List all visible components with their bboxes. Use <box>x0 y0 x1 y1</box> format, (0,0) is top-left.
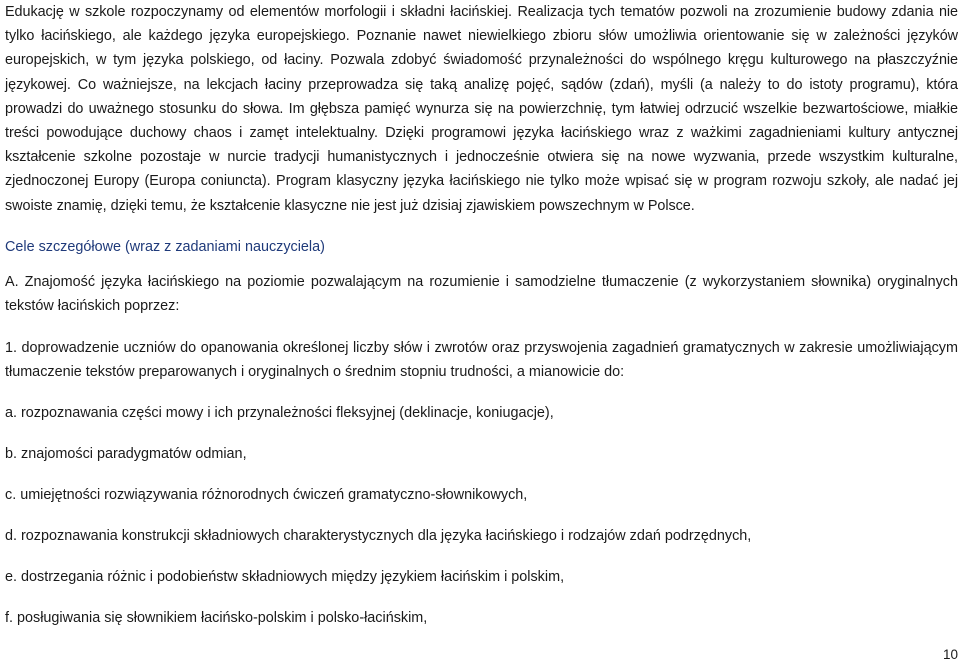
list-item: f. posługiwania się słownikiem łacińsko-polskim i polsko-łacińskim, <box>5 610 428 627</box>
intro-sentence: Edukację w szkole rozpoczynamy od elementów morfologii i składni łacińskiej. <box>5 4 512 20</box>
list-item: a. rozpoznawania części mowy i ich przynależności fleksyjnej (deklinacje, koniugacje), <box>5 405 554 422</box>
goal-1-paragraph: 1. doprowadzenie uczniów do opanowania określonej liczby słów i zwrotów oraz przyswojenia zagadnień gramatycznych w zakresie umożliwiającym tłumaczenie tekstów preparowanych i oryginalnych o średnim stopniu trudności, a mianowicie do: <box>5 339 958 381</box>
document-page <box>5 0 958 630</box>
list-item: c. umiejętności rozwiązywania różnorodnych ćwiczeń gramatyczno-słownikowych, <box>5 487 528 504</box>
intro-sentence: Realizacja tych tematów pozwoli na zrozumienie budowy zdania nie tylko łacińskiego, ale każdego języka europejskiego. <box>5 4 959 45</box>
intro-sentence: Poznanie nawet niewielkiego zbioru słów umożliwia orientowanie się w zależności języków europejskich, w tym języka polskiego, od łaciny. <box>5 28 958 69</box>
list-item: b. znajomości paradygmatów odmian, <box>5 446 247 463</box>
list-item: e. dostrzegania różnic i podobieństw składniowych między językiem łacińskim i polskim, <box>5 569 565 586</box>
intro-sentence: Program klasyczny języka łacińskiego nie tylko może wpisać się w program rozwoju szkoły, ale nadać jej swoiste znamię, dzięki temu, że kształcenie klasyczne nie jest już dzisiaj zjawiskiem powszechnym w Polsce. <box>5 173 958 214</box>
intro-sentence: Dzięki programowi języka łacińskiego wraz z ważkimi zagadnieniami kultury antycznej kształcenie szkolne pozostaje w nurcie tradycji humanistycznych i jednocześnie otwiera się na nowe wyzwania, przede wszystkim kulturalne, zjednoczonej Europy (Europa coniuncta). <box>5 125 959 190</box>
page-number: 10 <box>942 647 958 662</box>
goal-a-paragraph: A. Znajomość języka łacińskiego na poziomie pozwalającym na rozumienie i samodzielne tłumaczenie (z wykorzystaniem słownika) oryginalnych tekstów łacińskich poprzez: <box>5 273 958 315</box>
intro-sentence: Pozwala zdobyć świadomość przynależności do wspólnego kręgu kulturowego na płaszczyźnie językowej. <box>5 52 958 93</box>
intro-paragraph <box>5 0 958 218</box>
intro-sentence: Co ważniejsze, na lekcjach łaciny przeprowadza się taką analizę pojęć, sądów (zdań), myśli (a należy to do istoty programu), która prowadzi do uważnego stosunku do słowa. <box>5 76 959 117</box>
list-item: d. rozpoznawania konstrukcji składniowych charakterystycznych dla języka łacińskiego i rodzajów zdań podrzędnych, <box>5 528 752 545</box>
intro-sentence: Im głębsza pamięć wynurza się na powierzchnię, tym łatwiej odrzucić wszelkie bezwartościowe, miałkie treści powodujące duchowy chaos i zamęt intelektualny. <box>5 100 958 142</box>
section-heading: Cele szczegółowe (wraz z zadaniami nauczyciela) <box>5 238 325 255</box>
